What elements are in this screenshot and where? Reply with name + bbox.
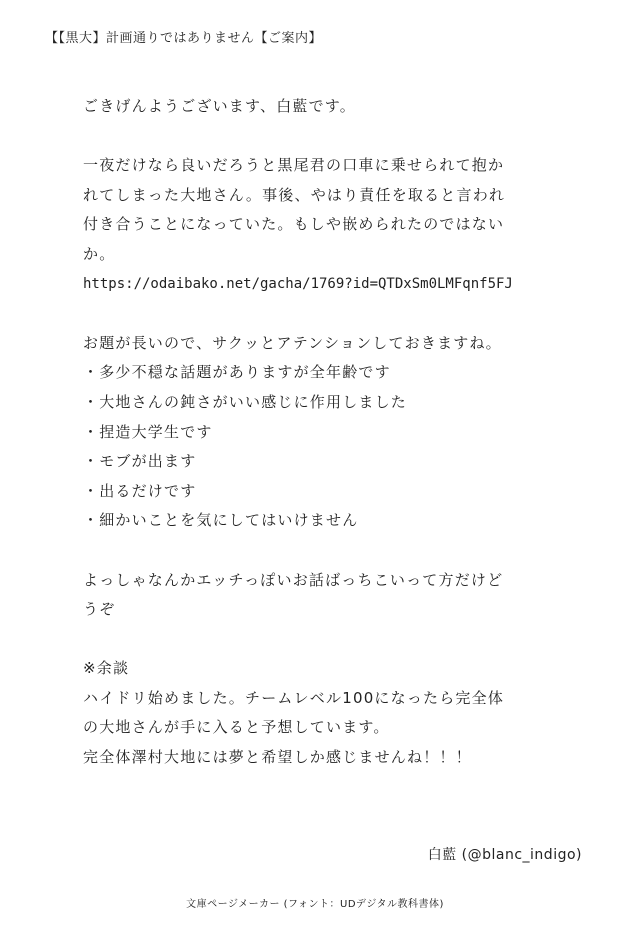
caution-intro-line: お題が長いので、サクッとアテンションしておきますね。 <box>83 333 502 352</box>
author-signature: 白藍 (@blanc_indigo) <box>427 847 582 863</box>
caution-item: ・細かいことを気にしてはいけません <box>83 511 359 530</box>
greeting-line: ごきげんようございます、白藍です。 <box>83 97 357 115</box>
caution-item: ・モブが出ます <box>83 452 197 471</box>
page-footer: 文庫ページメーカー (フォント：UDデジタル教科書体) <box>186 899 444 910</box>
summary-line: 付き合うことになっていた。もしや嵌められたのではない <box>83 215 505 234</box>
caution-item: ・出るだけです <box>83 481 197 500</box>
aside-line: ハイドリ始めました。チームレベル100になったら完全体 <box>83 688 505 707</box>
summary-line: か。 <box>83 244 116 263</box>
odaibako-link[interactable]: https://odaibako.net/gacha/1769?id=QTDxSm0LMFqnf5FJ <box>83 275 513 292</box>
aside-line: 完全体澤村大地には夢と希望しか感じませんね！！！ <box>83 748 472 767</box>
blank-line <box>83 625 583 655</box>
invite-line: よっしゃなんかエッチっぽいお話ばっちこいって方だけど <box>83 570 504 589</box>
summary-line: れてしまった大地さん。事後、やはり責任を取ると言われ <box>83 185 506 204</box>
page-title: 【【黒大】計画通りではありません【ご案内】 <box>45 31 323 46</box>
aside-heading: ※余談 <box>83 659 130 678</box>
summary-line: 一夜だけなら良いだろうと黒尾君の口車に乗せられて抱か <box>83 156 505 175</box>
blank-line <box>83 299 583 329</box>
caution-item: ・大地さんの鈍さがいい感じに作用しました <box>83 392 408 411</box>
caution-item: ・多少不穏な話題がありますが全年齢です <box>83 363 391 382</box>
caution-item: ・捏造大学生です <box>83 422 213 441</box>
invite-line: うぞ <box>83 600 116 619</box>
aside-line: の大地さんが手に入ると予想しています。 <box>83 718 390 737</box>
blank-line <box>83 536 583 566</box>
blank-line <box>83 122 583 152</box>
main-text <box>83 92 583 773</box>
